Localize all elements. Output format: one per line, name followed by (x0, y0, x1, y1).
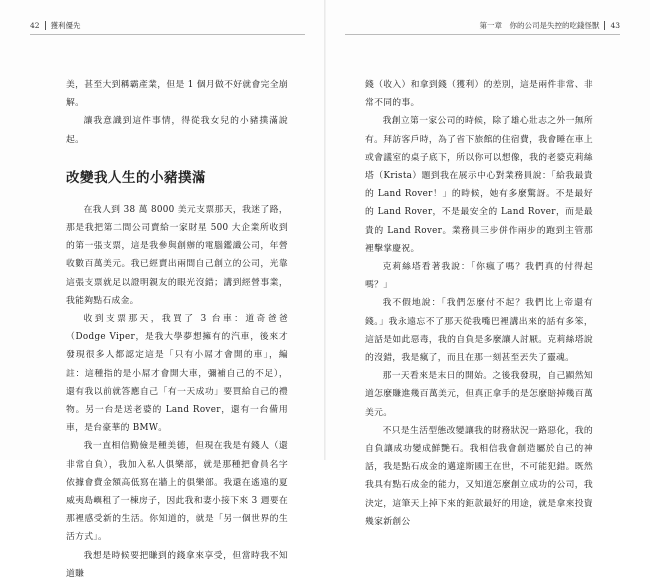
header-separator (604, 21, 605, 30)
right-page (325, 0, 650, 527)
paragraph: 我創立第一家公司的時候，除了雄心壯志之外一無所有。拜訪客戶時，為了省下旅館的住宿費，我會睡在車上或會議室的桌子底下，所以你可以想像，我的老婆克莉絲塔（Krista）題到我在展示中心對業務員說：「給我最貴的 Land Rover！」的時候，她有多麼驚訝。不是最好的 Land Rover，不是最安全的 Land Rover，而是最貴的 Land Rover。業務員三步併作兩步的跑到主管那裡擊掌慶祝。 (365, 116, 593, 254)
right-body-text (365, 76, 593, 531)
paragraph: 我一直相信勤儉是種美德，但現在我是有錢人（還非常自負），我加入私人俱樂部，就是那種把會員名字依據會費金額高低寫在牆上的俱樂部。我還在遙遠的夏威夷島嶼租了一棟房子，因此我和妻小接下來 3 週要在那裡感受新的生活。你知道的，就是「另一個世界的生活方式」。 (66, 441, 288, 543)
right-running-head: 第一章 你的公司是失控的吃錢怪獸 (479, 21, 600, 30)
left-body-text (66, 76, 288, 583)
left-header-rule (30, 34, 305, 35)
left-page (0, 0, 325, 579)
paragraph: 克莉絲塔看著我說：「你瘋了嗎？我們真的付得起嗎？」 (365, 262, 593, 291)
header-separator (45, 21, 46, 30)
left-running-head: 獲利優先 (50, 21, 81, 30)
paragraph: 不只是生活型態改變讓我的財務狀況一路惡化，我的自負讓成功變成鮮艷石。我相信我會創造屬於自己的神話，我是點石成金的邁達斯國王在世，不可能犯錯。既然我具有點石成金的能力，又知道怎麼創立成功的公司，我決定，這筆天上掉下來的鉅款最好的用途，就是拿來投資幾家新創公 (365, 425, 593, 527)
paragraph: 收到支票那天，我買了 3 台車：道奇爸爸（Dodge Viper，是我大學夢想擁有的汽車，後來才發現很多人都認定這是「只有小屌才會開的車」，編註：這種指的是小屌才會開大車，彌補自己的不足），還有我以前就答應自己「有一天成功」要買給自己的禮物。另一台是送老婆的 Land Rover，還有一台備用車，是台豪華的 BMW。 (66, 314, 288, 434)
right-running-header (479, 20, 620, 31)
paragraph: 在我人到 38 萬 8000 美元支票那天，我迷了路，那是我把第二間公司賣給一家財星 500 大企業所收到的第一張支票，這是我參與創辦的電腦鑑識公司，年營收數百萬美元。我已經賣出兩間自己創立的公司，光靠這張支票就足以證明親友的眼光沒錯；講到經營事業，我能夠點石成金。 (66, 204, 288, 306)
paragraph: 我想是時候要把賺到的錢拿來享受，但當時我不知道賺 (66, 550, 288, 579)
paragraph: 那一天看來是末日的開始。之後我發現，自己顯然知道怎麼賺進幾百萬美元，但真正拿手的是怎麼賠掉幾百萬美元。 (365, 371, 593, 418)
paragraph: 讓我意識到這件事情，得從我女兒的小豬撲滿說起。 (66, 116, 288, 145)
section-title: 改變我人生的小豬撲滿 (66, 169, 206, 186)
paragraph: 我不假地說：「我們怎麼付不起？我們比上帝還有錢。」我永遠忘不了那天從我嘴巴裡講出來的話有多笨，這話是如此惡毒，我的自負是多麼讓人討厭。克莉絲塔說的沒錯，我是瘋了，而且在那一刻甚至丟失了靈魂。 (365, 298, 593, 364)
paragraph: 錢（收入）和拿到錢（獲利）的差別，這是兩件非常、非常不同的事。 (365, 80, 593, 109)
right-page-number: 43 (610, 21, 620, 30)
paragraph: 美，甚至大到稱霸產業，但是 1 個月做不好就會完全崩解。 (66, 80, 288, 109)
left-running-header (30, 20, 81, 31)
right-header-rule (345, 34, 620, 35)
left-page-number: 42 (30, 21, 40, 30)
